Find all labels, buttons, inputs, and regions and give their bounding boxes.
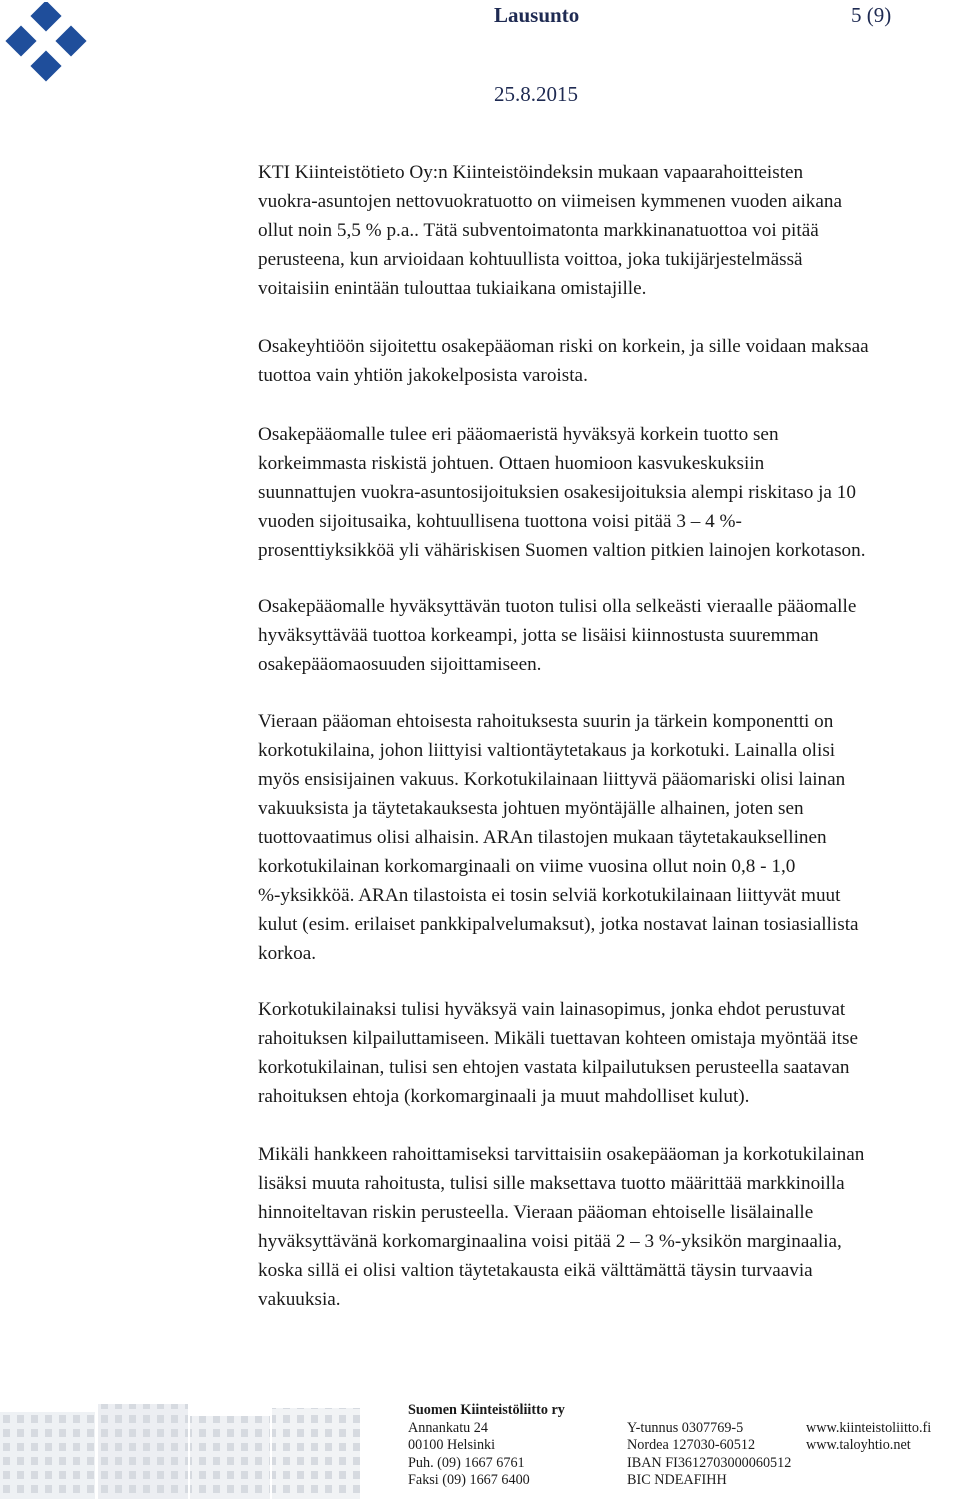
footer-bic: BIC NDEAFIHH xyxy=(627,1472,727,1488)
footer-contact-column xyxy=(408,1402,565,1490)
text-line: osakepääomaosuuden sijoittamiseen. xyxy=(258,654,542,675)
footer-website-link[interactable]: www.taloyhtio.net xyxy=(806,1437,911,1453)
page-number: 5 (9) xyxy=(851,3,892,27)
text-line: Osakepääomalle tulee eri pääomaeristä hyväksyä korkein tuotto sen xyxy=(258,424,779,445)
text-line: myös ensisijainen vakuus. Korkotukilainaan liittyvä pääomariski olisi lainan xyxy=(258,769,846,790)
footer-address: Annankatu 24 xyxy=(408,1419,488,1436)
paragraph-5 xyxy=(258,707,960,968)
text-line: vuoden sijoitusaika, kohtuullisena tuottona voisi pitää 3 – 4 %- xyxy=(258,511,742,532)
document-title: Lausunto xyxy=(494,3,580,27)
text-line: voitaisiin enintään tulouttaa tukiaikana omistajille. xyxy=(258,278,647,299)
text-line: Mikäli hankkeen rahoittamiseksi tarvittaisiin osakepääoman ja korkotukilainan xyxy=(258,1144,865,1165)
footer-phone: Puh. (09) 1667 6761 xyxy=(408,1454,525,1471)
text-line: koska sillä ei olisi valtion täytetakausta eikä välttämättä täysin turvaavia xyxy=(258,1260,813,1281)
text-line: kulut (esim. erilaiset pankkipalvelumaksut), jotka nostavat lainan tosiasiallista xyxy=(258,914,859,935)
text-line: KTI Kiinteistötieto Oy:n Kiinteistöindeksin mukaan vapaarahoitteisten xyxy=(258,162,804,183)
footer-bank-column xyxy=(627,1420,791,1490)
text-line: perusteena, kun arvioidaan kohtuullista voittoa, joka tukijärjestelmässä xyxy=(258,249,803,270)
text-line: hyväksyttävänä korkomarginaalina voisi pitää 2 – 3 %-yksikön marginaalia, xyxy=(258,1231,842,1252)
text-line: Vieraan pääoman ehtoisesta rahoituksesta suurin ja tärkein komponentti on xyxy=(258,711,834,732)
text-line: lisäksi muuta rahoitusta, tulisi sille maksettava tuotto määrittää markkinoilla xyxy=(258,1173,845,1194)
paragraph-2 xyxy=(258,332,960,390)
footer-business-id: Y-tunnus 0307769-5 xyxy=(627,1419,744,1436)
text-line: korkotukilainan, tulisi sen ehtojen vastata kilpailutuksen perusteella saatavan xyxy=(258,1057,850,1078)
footer-bank: Nordea 127030-60512 xyxy=(627,1437,756,1453)
text-line: hinnoiteltavan riskin perusteella. Vieraan pääoman ehtoiselle lisälainalle xyxy=(258,1202,814,1223)
text-line: suunnattujen vuokra-asuntosijoituksien osakesijoituksia alempi riskitaso ja 10 xyxy=(258,482,856,503)
text-line: vakuuksia. xyxy=(258,1289,341,1310)
text-line: tuottovaatimus olisi alhaisin. ARAn tilastojen mukaan täytetakauksellinen xyxy=(258,827,827,848)
text-line: prosenttiyksikköä yli vähäriskisen Suomen valtion pitkien lainojen korkotason. xyxy=(258,540,866,561)
building-watermark-icon xyxy=(0,1398,360,1499)
paragraph-4 xyxy=(258,592,960,679)
footer-postal: 00100 Helsinki xyxy=(408,1437,496,1453)
footer-website-link[interactable]: www.kiinteistoliitto.fi xyxy=(806,1419,932,1436)
paragraph-7 xyxy=(258,1140,960,1314)
text-line: Osakeyhtiöön sijoitettu osakepääoman riski on korkein, ja sille voidaan maksaa xyxy=(258,336,869,357)
text-line: rahoituksen ehtoja (korkomarginaali ja muut mahdolliset kulut). xyxy=(258,1086,750,1107)
paragraph-6 xyxy=(258,995,960,1111)
footer-organization: Suomen Kiinteistöliitto ry xyxy=(408,1402,565,1418)
paragraph-3 xyxy=(258,420,960,565)
text-line: ollut noin 5,5 % p.a.. Tätä subventoimatonta markkinanatuottoa voi pitää xyxy=(258,220,819,241)
text-line: tuottoa vain yhtiön jakokelposista varoista. xyxy=(258,365,588,386)
document-date: 25.8.2015 xyxy=(494,82,578,106)
footer-iban: IBAN FI3612703000060512 xyxy=(627,1454,792,1471)
text-line: korkotukilaina, johon liittyisi valtiontäytetakaus ja korkotuki. Lainalla olisi xyxy=(258,740,836,761)
text-line: korkeimmasta riskistä johtuen. Ottaen huomioon kasvukeskuksiin xyxy=(258,453,765,474)
text-line: vakuuksista ja täytetakauksesta johtuen myöntäjälle alhainen, joten sen xyxy=(258,798,804,819)
text-line: %-yksikköä. ARAn tilastoista ei tosin selviä korkotukilainaan liittyvät muut xyxy=(258,885,841,906)
text-line: Korkotukilainaksi tulisi hyväksyä vain lainasopimus, jonka ehdot perustuvat xyxy=(258,999,846,1020)
kiinteistoliitto-logo-icon xyxy=(4,2,88,86)
text-line: rahoituksen kilpailuttamiseen. Mikäli tuettavan kohteen omistaja myöntää itse xyxy=(258,1028,858,1049)
text-line: vuokra-asuntojen nettovuokratuotto on viimeisen kymmenen vuoden aikana xyxy=(258,191,843,212)
footer-web-column xyxy=(806,1420,931,1455)
text-line: Osakepääomalle hyväksyttävän tuoton tulisi olla selkeästi vieraalle pääomalle xyxy=(258,596,857,617)
text-line: korkoa. xyxy=(258,943,317,964)
text-line: hyväksyttävää tuottoa korkeampi, jotta se lisäisi kiinnostusta suuremman xyxy=(258,625,819,646)
paragraph-1 xyxy=(258,158,960,303)
footer-fax: Faksi (09) 1667 6400 xyxy=(408,1472,530,1488)
text-line: korkotukilainan korkomarginaali on viime vuosina ollut noin 0,8 - 1,0 xyxy=(258,856,796,877)
